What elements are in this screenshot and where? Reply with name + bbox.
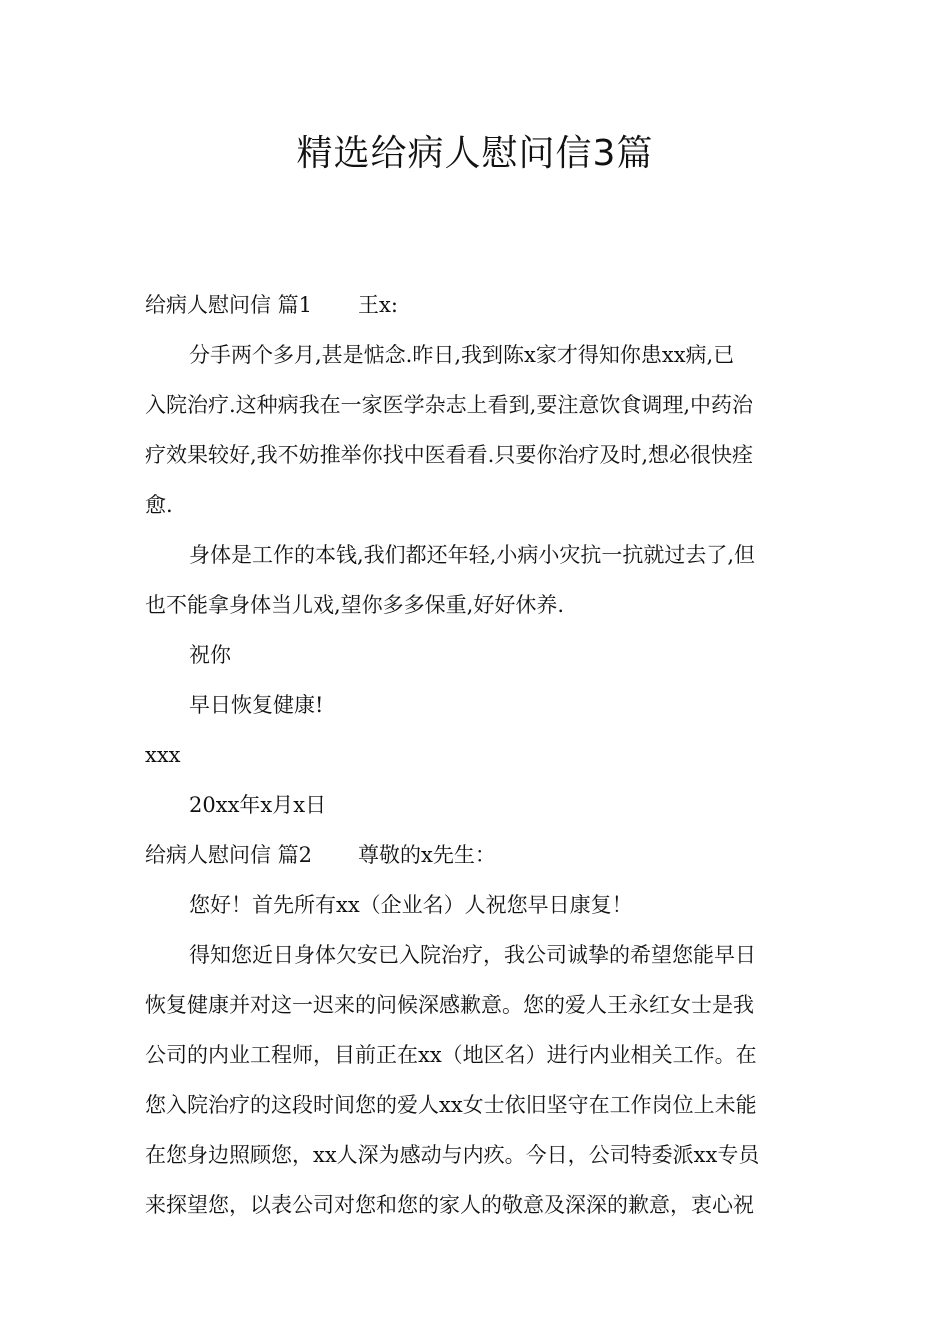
letter-1-paragraph-2-line-2: 也不能拿身体当儿戏,望你多多保重,好好休养. xyxy=(145,593,565,617)
letter-1-section-label: 给病人慰问信 篇1 xyxy=(145,293,313,317)
letter-1-date: 20xx年x月x日 xyxy=(189,793,327,817)
letter-1-closing-1: 祝你 xyxy=(189,643,231,667)
letter-1-signature: xxx xyxy=(145,743,181,767)
letter-2-paragraph-line-2: 恢复健康并对这一迟来的问候深感歉意。您的爱人王永红女士是我 xyxy=(145,993,754,1017)
document-body xyxy=(145,280,807,1230)
letter-1-paragraph-1-line-3: 疗效果较好,我不妨推举你找中医看看.只要你治疗及时,想必很快痊 xyxy=(145,443,754,467)
letter-2-section-label: 给病人慰问信 篇2 xyxy=(145,843,313,867)
letter-1-closing-2: 早日恢复健康! xyxy=(189,693,324,717)
letter-1-paragraph-1-line-1: 分手两个多月,甚是惦念.昨日,我到陈x家才得知你患xx病,已 xyxy=(189,343,735,367)
letter-2-paragraph-line-3: 公司的内业工程师，目前正在xx（地区名）进行内业相关工作。在 xyxy=(145,1043,757,1067)
letter-2-paragraph-line-1: 得知您近日身体欠安已入院治疗，我公司诚挚的希望您能早日 xyxy=(189,943,756,967)
letter-1-salutation: 王x: xyxy=(358,293,398,317)
letter-2-heading-line xyxy=(145,830,807,880)
letter-2-greeting: 您好！首先所有xx（企业名）人祝您早日康复！ xyxy=(189,893,633,917)
letter-2-paragraph-line-5: 在您身边照顾您，xx人深为感动与内疚。今日，公司特委派xx专员 xyxy=(145,1143,760,1167)
letter-2-paragraph-line-6: 来探望您，以表公司对您和您的家人的敬意及深深的歉意，衷心祝 xyxy=(145,1193,754,1217)
letter-1-paragraph-1-line-2: 入院治疗.这种病我在一家医学杂志上看到,要注意饮食调理,中药治 xyxy=(145,393,754,417)
letter-2-salutation: 尊敬的x先生： xyxy=(358,843,496,867)
letter-1-paragraph-2-line-1: 身体是工作的本钱,我们都还年轻,小病小灾抗一抗就过去了,但 xyxy=(189,543,756,567)
letter-1-heading-line xyxy=(145,280,807,330)
letter-2-paragraph-line-4: 您入院治疗的这段时间您的爱人xx女士依旧坚守在工作岗位上未能 xyxy=(145,1093,757,1117)
letter-1-paragraph-1-line-4: 愈. xyxy=(145,493,173,517)
document-title: 精选给病人慰问信3篇 xyxy=(296,133,654,174)
